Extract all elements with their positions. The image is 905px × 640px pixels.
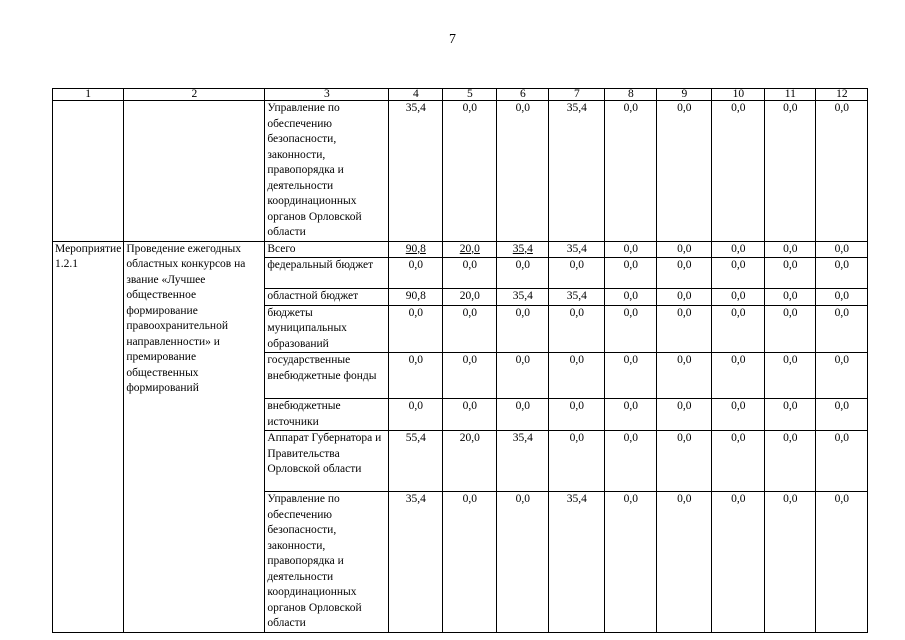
value-cell: 0,0: [443, 353, 497, 399]
value-cell: 35,4: [497, 289, 549, 306]
value-cell: 0,0: [816, 305, 868, 353]
value-cell: 35,4: [389, 101, 443, 242]
value-cell: 0,0: [712, 289, 765, 306]
value-cell: 0,0: [605, 101, 657, 242]
column-header: 10: [712, 89, 765, 101]
column-header: 8: [605, 89, 657, 101]
column-header: 3: [265, 89, 389, 101]
value-cell: 0,0: [443, 101, 497, 242]
value-cell: 0,0: [816, 101, 868, 242]
value-cell: 20,0: [443, 241, 497, 258]
value-cell: 35,4: [549, 492, 605, 633]
value-cell: 35,4: [549, 241, 605, 258]
page-number: 7: [449, 32, 456, 47]
table-row: [53, 101, 868, 242]
value-cell: 0,0: [765, 431, 816, 492]
value-cell: 0,0: [816, 241, 868, 258]
value-cell: 0,0: [443, 305, 497, 353]
value-cell: 0,0: [765, 353, 816, 399]
funding-source-cell: Всего: [265, 241, 389, 258]
column-header: 6: [497, 89, 549, 101]
value-cell: 0,0: [712, 492, 765, 633]
table-row: [53, 241, 868, 258]
value-cell: 0,0: [816, 492, 868, 633]
column-header: 9: [657, 89, 712, 101]
value-cell: 0,0: [765, 258, 816, 289]
column-header: 1: [53, 89, 124, 101]
value-cell: 0,0: [443, 399, 497, 431]
value-cell: 0,0: [497, 101, 549, 242]
value-cell: 0,0: [549, 431, 605, 492]
column-number-row: [53, 89, 868, 101]
funding-source-cell: федеральный бюджет: [265, 258, 389, 289]
event-code-cell: Мероприятие 1.2.1: [53, 241, 124, 632]
value-cell: 0,0: [657, 289, 712, 306]
value-cell: 0,0: [389, 353, 443, 399]
value-cell: 0,0: [605, 492, 657, 633]
column-header: 5: [443, 89, 497, 101]
value-cell: 0,0: [443, 492, 497, 633]
value-cell: 0,0: [605, 258, 657, 289]
value-cell: 35,4: [389, 492, 443, 633]
value-cell: 0,0: [443, 258, 497, 289]
value-cell: 0,0: [657, 353, 712, 399]
value-cell: 0,0: [605, 431, 657, 492]
value-cell: 0,0: [497, 305, 549, 353]
value-cell: 20,0: [443, 289, 497, 306]
event-name-cell: Проведение ежегодных областных конкурсов на звание «Лучшее общественное формирование правоохранительной направленности» и премирование общественных формирований: [124, 241, 265, 632]
value-cell: 35,4: [549, 289, 605, 306]
value-cell: 35,4: [497, 241, 549, 258]
value-cell: 0,0: [657, 492, 712, 633]
value-cell: 0,0: [605, 305, 657, 353]
value-cell: 0,0: [657, 399, 712, 431]
funding-source-cell: Управление по обеспечению безопасности, законности, правопорядка и деятельности координационных органов Орловской области: [265, 492, 389, 633]
budget-table: [52, 88, 868, 633]
value-cell: 0,0: [605, 399, 657, 431]
value-cell: 0,0: [657, 241, 712, 258]
value-cell: 0,0: [765, 305, 816, 353]
value-cell: 0,0: [389, 399, 443, 431]
funding-source-cell: бюджеты муниципальных образований: [265, 305, 389, 353]
value-cell: 0,0: [657, 258, 712, 289]
value-cell: 90,8: [389, 289, 443, 306]
value-cell: 0,0: [816, 399, 868, 431]
event-name-cell: [124, 101, 265, 242]
value-cell: 0,0: [765, 399, 816, 431]
value-cell: 0,0: [605, 353, 657, 399]
value-cell: 55,4: [389, 431, 443, 492]
column-header: 2: [124, 89, 265, 101]
value-cell: 0,0: [816, 431, 868, 492]
value-cell: 0,0: [712, 431, 765, 492]
value-cell: 0,0: [765, 101, 816, 242]
column-header: 11: [765, 89, 816, 101]
value-cell: 0,0: [816, 353, 868, 399]
funding-source-cell: областной бюджет: [265, 289, 389, 306]
value-cell: 0,0: [497, 353, 549, 399]
value-cell: 0,0: [816, 289, 868, 306]
value-cell: 0,0: [389, 305, 443, 353]
value-cell: 0,0: [497, 399, 549, 431]
value-cell: 0,0: [712, 353, 765, 399]
value-cell: 0,0: [657, 431, 712, 492]
value-cell: 20,0: [443, 431, 497, 492]
value-cell: 0,0: [549, 353, 605, 399]
value-cell: 0,0: [605, 289, 657, 306]
value-cell: 0,0: [549, 305, 605, 353]
value-cell: 0,0: [712, 399, 765, 431]
value-cell: 0,0: [549, 399, 605, 431]
value-cell: 0,0: [712, 305, 765, 353]
value-cell: 0,0: [765, 241, 816, 258]
value-cell: 35,4: [549, 101, 605, 242]
column-header: 7: [549, 89, 605, 101]
value-cell: 0,0: [712, 258, 765, 289]
value-cell: 90,8: [389, 241, 443, 258]
value-cell: 0,0: [816, 258, 868, 289]
value-cell: 0,0: [765, 289, 816, 306]
value-cell: 0,0: [389, 258, 443, 289]
value-cell: 0,0: [497, 492, 549, 633]
funding-source-cell: Аппарат Губернатора и Правительства Орловской области: [265, 431, 389, 492]
value-cell: 0,0: [657, 305, 712, 353]
event-code-cell: [53, 101, 124, 242]
value-cell: 0,0: [712, 241, 765, 258]
column-header: 12: [816, 89, 868, 101]
value-cell: 0,0: [657, 101, 712, 242]
value-cell: 0,0: [549, 258, 605, 289]
value-cell: 0,0: [497, 258, 549, 289]
value-cell: 0,0: [605, 241, 657, 258]
funding-source-cell: внебюджетные источники: [265, 399, 389, 431]
funding-source-cell: государственные внебюджетные фонды: [265, 353, 389, 399]
value-cell: 0,0: [712, 101, 765, 242]
value-cell: 0,0: [765, 492, 816, 633]
value-cell: 35,4: [497, 431, 549, 492]
funding-source-cell: Управление по обеспечению безопасности, законности, правопорядка и деятельности координационных органов Орловской области: [265, 101, 389, 242]
column-header: 4: [389, 89, 443, 101]
